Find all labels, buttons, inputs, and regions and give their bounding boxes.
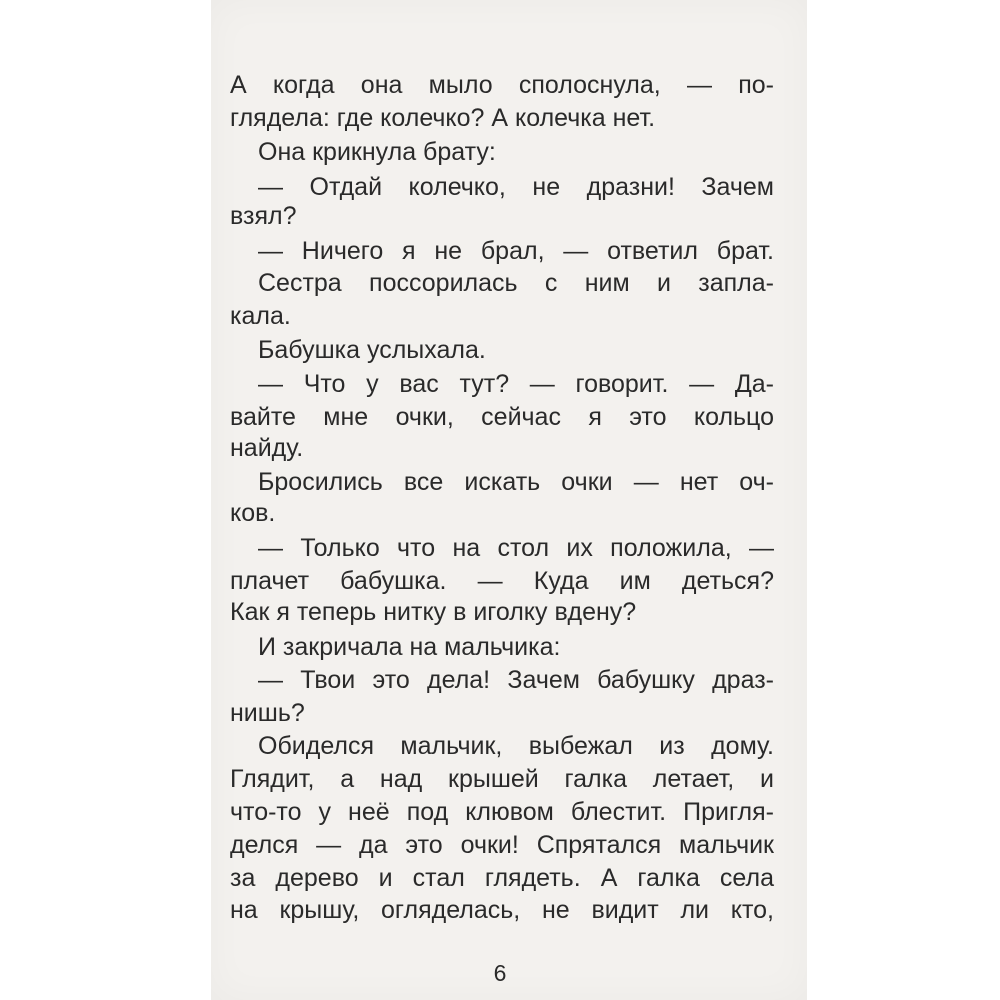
text-line: — Только что на стол их положила, —	[258, 534, 774, 562]
text-line: кала.	[230, 302, 291, 330]
text-line: найду.	[230, 434, 304, 462]
text-line: Глядит, а над крышей галка летает, и	[230, 765, 774, 793]
text-line: что-то у неё под клювом блестит. Пригля-	[230, 798, 774, 826]
text-line: Обиделся мальчик, выбежал из дому.	[258, 732, 774, 760]
text-line: Как я теперь нитку в иголку вдену?	[230, 598, 637, 626]
text-line: — Ничего я не брал, — ответил брат.	[258, 237, 774, 265]
text-line: И закричала на мальчика:	[258, 633, 561, 661]
text-line: делся — да это очки! Спрятался мальчик	[230, 831, 774, 859]
text-line: А когда она мыло сполоснула, — по-	[230, 71, 774, 99]
text-line: — Что у вас тут? — говорит. — Да-	[258, 370, 774, 398]
text-line: — Отдай колечко, не дразни! Зачем	[258, 173, 774, 201]
page-number: 6	[493, 960, 507, 986]
text-line: за дерево и стал глядеть. А галка села	[230, 864, 774, 892]
text-line: глядела: где колечко? А колечка нет.	[230, 104, 656, 132]
text-line: плачет бабушка. — Куда им деться?	[230, 567, 774, 595]
text-line: — Твои это дела! Зачем бабушку драз-	[258, 666, 774, 694]
text-line: на крышу, огляделась, не видит ли кто,	[230, 896, 774, 924]
text-line: вайте мне очки, сейчас я это кольцо	[230, 403, 774, 431]
text-line: Она крикнула брату:	[258, 138, 496, 166]
text-line: Бабушка услыхала.	[258, 336, 486, 364]
text-line: нишь?	[230, 699, 305, 727]
text-line: взял?	[230, 202, 297, 230]
text-line: Бросились все искать очки — нет оч-	[258, 468, 774, 496]
text-line: ков.	[230, 499, 276, 527]
text-line: Сестра поссорилась с ним и запла-	[258, 269, 774, 297]
